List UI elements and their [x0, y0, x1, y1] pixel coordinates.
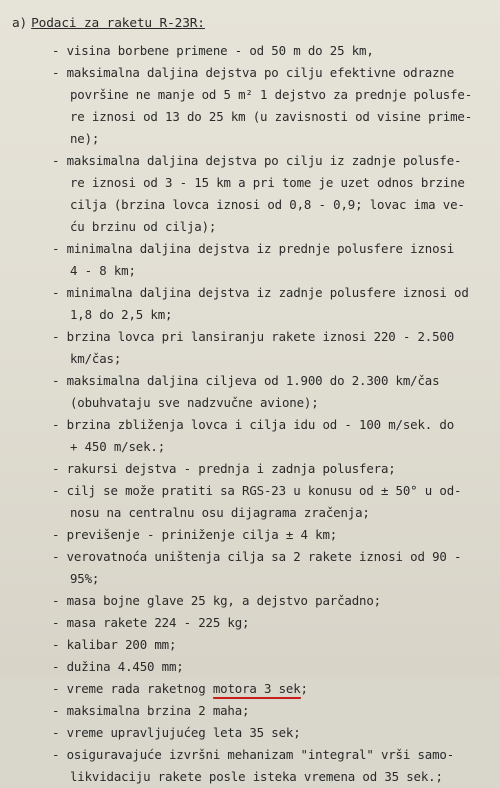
spec-list: [52, 40, 492, 788]
list-item: [52, 744, 492, 788]
list-item: [52, 414, 492, 458]
list-item: [52, 458, 492, 480]
list-item-text: - brzina lovca pri lansiranju rakete iznosi 220 - 2.500: [52, 329, 455, 344]
list-item-continuation: likvidaciju rakete posle isteka vremena od 35 sek.;: [70, 769, 443, 784]
list-item-continuation: površine ne manje od 5 m² 1 dejstvo za prednje polusfe-: [70, 87, 473, 102]
list-item-text: - maksimalna daljina dejstva po cilju iz zadnje polusfe-: [52, 153, 462, 168]
list-item-text: - minimalna daljina dejstva iz prednje polusfere iznosi: [52, 241, 455, 256]
list-item-continuation: ću brzinu od cilja);: [70, 219, 217, 234]
list-item: [52, 238, 492, 282]
list-item-text: - brzina zbliženja lovca i cilja idu od - 100 m/sek. do: [52, 417, 455, 432]
list-item-text: - dužina 4.450 mm;: [52, 659, 184, 674]
list-item: [52, 370, 492, 414]
list-item-continuation: nosu na centralnu osu dijagrama zračenja;: [70, 505, 370, 520]
list-item: [52, 656, 492, 678]
list-item: [52, 282, 492, 326]
list-item-text: - kalibar 200 mm;: [52, 637, 177, 652]
section-title: Podaci za raketu R-23R:: [31, 16, 205, 31]
list-item-continuation: 1,8 do 2,5 km;: [70, 307, 173, 322]
list-item-continuation: (obuhvataju sve nadzvučne avione);: [70, 395, 319, 410]
section-heading: [12, 16, 205, 31]
list-item-continuation: ne);: [70, 131, 100, 146]
list-item: [52, 326, 492, 370]
list-item-text: - minimalna daljina dejstva iz zadnje polusfere iznosi od: [52, 285, 469, 300]
list-item-text: - cilj se može pratiti sa RGS-23 u konusu od ± 50° u od-: [52, 483, 462, 498]
list-item: [52, 722, 492, 744]
list-item-continuation: cilja (brzina lovca iznosi od 0,8 - 0,9; lovac ima ve-: [70, 197, 465, 212]
list-item-text: - previšenje - priniženje cilja ± 4 km;: [52, 527, 338, 542]
list-item-continuation: re iznosi od 3 - 15 km a pri tome je uzet odnos brzine: [70, 175, 465, 190]
list-item-text: - maksimalna daljina dejstva po cilju efektivne odrazne: [52, 65, 455, 80]
list-item: [52, 480, 492, 524]
list-item-text: - vreme upravljujućeg leta 35 sek;: [52, 725, 301, 740]
list-item-text: - masa bojne glave 25 kg, a dejstvo parčadno;: [52, 593, 381, 608]
list-item: [52, 546, 492, 590]
list-item-text: - visina borbene primene - od 50 m do 25 km,: [52, 43, 374, 58]
list-item: [52, 40, 492, 62]
list-item: [52, 62, 492, 150]
list-item: [52, 150, 492, 238]
list-item-text: - masa rakete 224 - 225 kg;: [52, 615, 250, 630]
red-underline-mark: motora 3 sek: [213, 681, 301, 699]
list-item-text: - osiguravajuće izvršni mehanizam "integral" vrši samo-: [52, 747, 455, 762]
section-letter: a): [12, 16, 28, 31]
list-item: [52, 700, 492, 722]
list-item: [52, 678, 492, 700]
list-item: [52, 634, 492, 656]
list-item-continuation: km/čas;: [70, 351, 122, 366]
list-item-text: - maksimalna brzina 2 maha;: [52, 703, 250, 718]
list-item-text: - vreme rada raketnog motora 3 sek;: [52, 678, 492, 700]
list-item-continuation: 95%;: [70, 571, 100, 586]
list-item: [52, 612, 492, 634]
list-item-continuation: + 450 m/sek.;: [70, 439, 166, 454]
list-item: [52, 524, 492, 546]
list-item-continuation: 4 - 8 km;: [70, 263, 136, 278]
list-item: [52, 590, 492, 612]
list-item-text: - verovatnoća uništenja cilja sa 2 rakete iznosi od 90 -: [52, 549, 462, 564]
list-item-text: - maksimalna daljina ciljeva od 1.900 do 2.300 km/čas: [52, 373, 440, 388]
list-item-continuation: re iznosi od 13 do 25 km (u zavisnosti od visine prime-: [70, 109, 473, 124]
list-item-text: - rakursi dejstva - prednja i zadnja polusfera;: [52, 461, 396, 476]
